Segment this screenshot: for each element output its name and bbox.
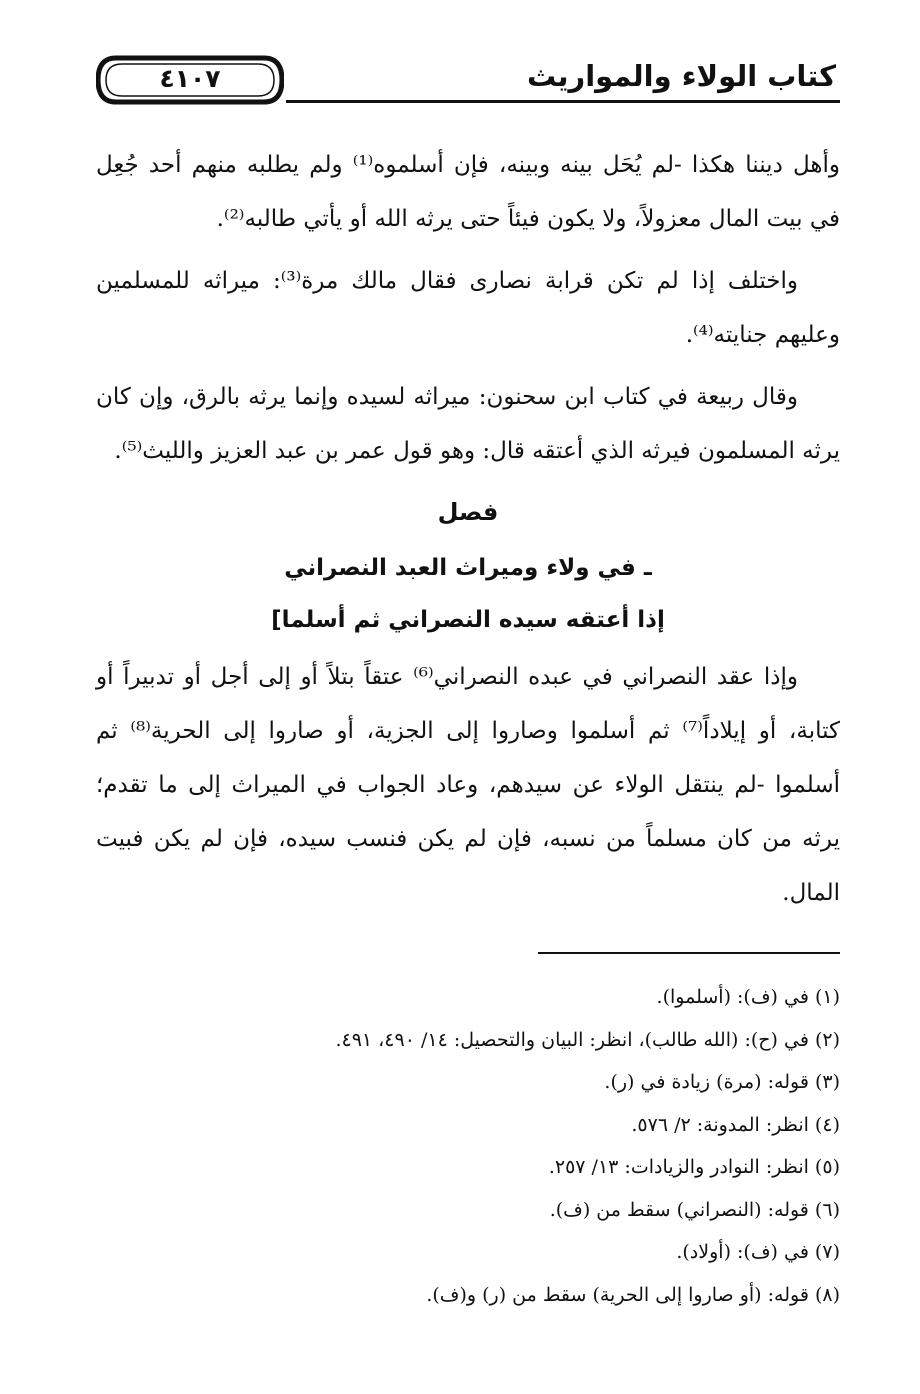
book-title: كتاب الولاء والمواريث: [526, 59, 836, 93]
page-number-oval: [96, 54, 284, 106]
footnote: (٨) قوله: (أو صاروا إلى الحرية) سقط من (ر) و(ف).: [426, 1283, 840, 1306]
footnote: (٥) انظر: النوادر والزيادات: ١٣/ ٢٥٧.: [548, 1156, 840, 1178]
footnote: (٤) انظر: المدونة: ٢/ ٥٧٦.: [631, 1113, 840, 1136]
footnote: (١) في (ف): (أسلموا).: [656, 986, 840, 1008]
paragraph: وإذا عقد النصراني في عبده النصراني⁽⁶⁾ عتقاً بتلاً أو إلى أجل أو تدبيراً أو كتابة، أو إيلاداً⁽⁷⁾ ثم أسلموا وصاروا إلى الجزية، أو صاروا إلى الحرية⁽⁸⁾ ثم أسلموا -لم ينتقل الولاء عن سيدهم، وعاد الجواب في الميراث إلى ما تقدم؛ يرثه من كان مسلماً من نسبه، فإن لم يكن فنسب سيده، فإن لم يكن فبيت المال.: [96, 664, 840, 906]
footnote-separator: [538, 952, 840, 954]
section-subtitle: إذا أعتقه سيده النصراني ثم أسلما]: [271, 607, 665, 633]
footnote: (٧) في (ف): (أولاد).: [676, 1241, 840, 1263]
section-heading: [96, 488, 840, 644]
paragraph: وأهل ديننا هكذا -لم يُحَل بينه وبينه، فإن أسلموه⁽¹⁾ ولم يطلبه منهم أحد جُعِل في بيت المال معزولاً، ولا يكون فيئاً حتى يرثه الله أو يأتي طالبه⁽²⁾.: [96, 152, 840, 232]
footnote: (٦) قوله: (النصراني) سقط من (ف).: [549, 1198, 840, 1221]
header-rule: [286, 100, 840, 103]
section-title: فصل: [437, 498, 499, 526]
page-number: ٤١٠٧: [159, 64, 221, 93]
main-text: [96, 138, 840, 920]
footnote: (٢) في (ح): (الله طالب)، انظر: البيان والتحصيل: ١٤/ ٤٩٠، ٤٩١.: [335, 1028, 840, 1051]
paragraph: واختلف إذا لم تكن قرابة نصارى فقال مالك مرة⁽³⁾: ميراثه للمسلمين وعليهم جنايته⁽⁴⁾.: [96, 268, 840, 348]
footnotes: [96, 976, 840, 1316]
running-header: [96, 50, 840, 106]
paragraph: وقال ربيعة في كتاب ابن سحنون: ميراثه لسيده وإنما يرثه بالرق، وإن كان يرثه المسلمون فيرثه الذي أعتقه قال: وهو قول عمر بن عبد العزيز والليث⁽⁵⁾.: [96, 384, 840, 464]
section-subtitle: ـ في ولاء وميراث العبد النصراني: [284, 555, 652, 581]
footnote: (٣) قوله: (مرة) زيادة في (ر).: [604, 1071, 840, 1093]
